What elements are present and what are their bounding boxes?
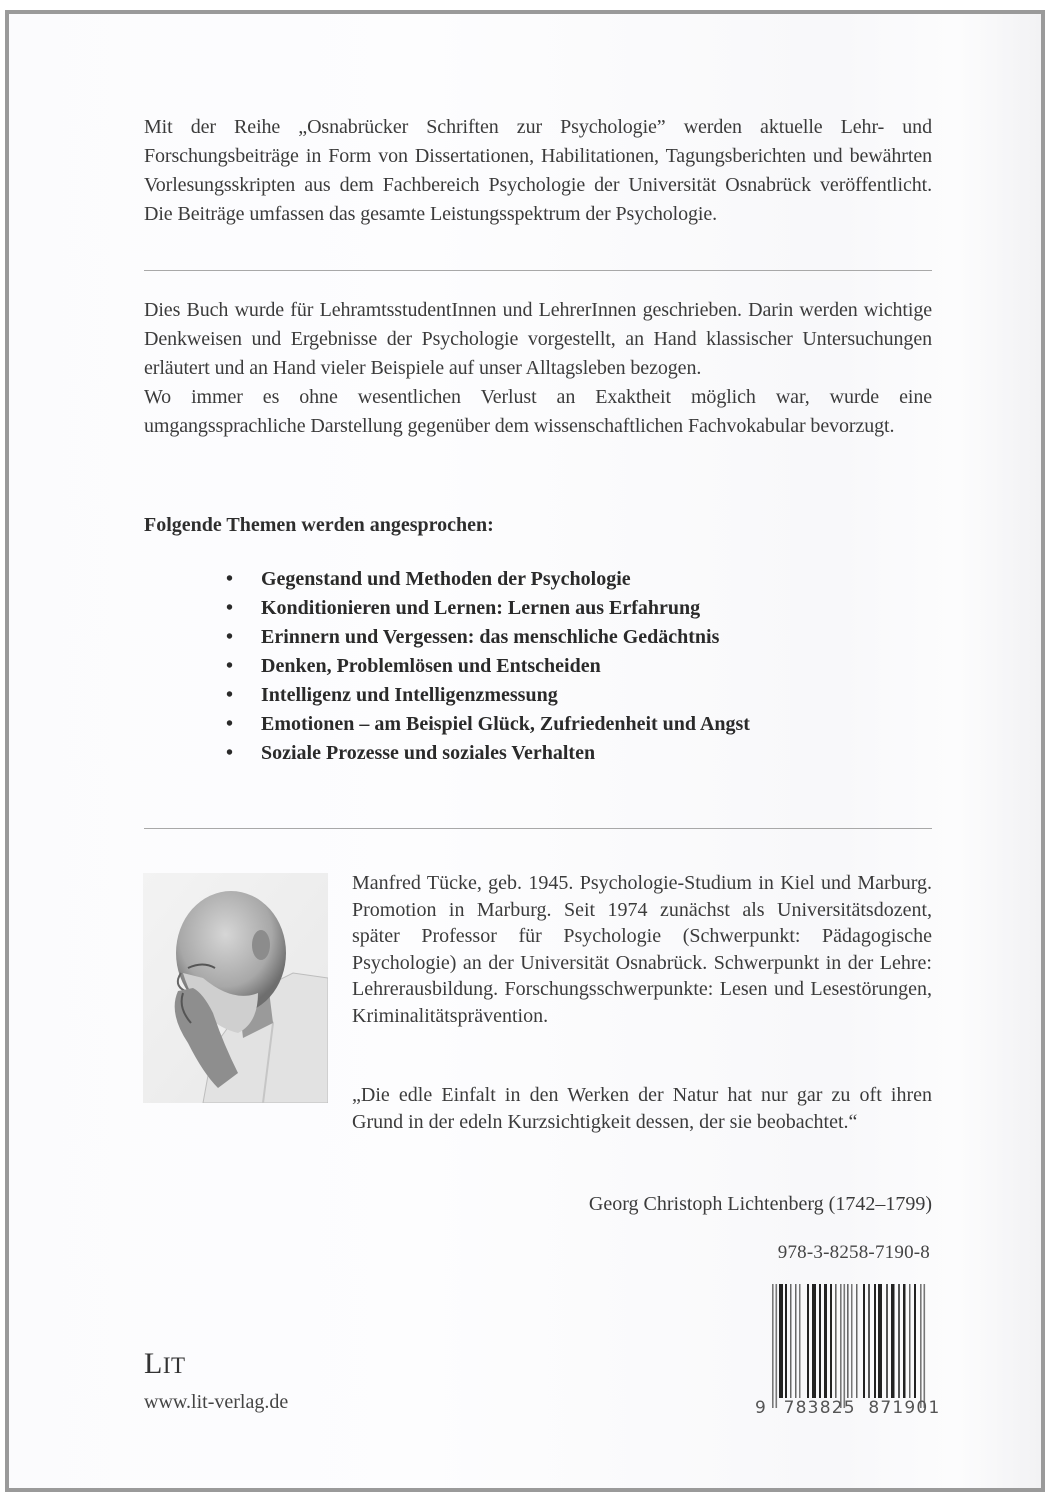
bullet-icon: • bbox=[226, 684, 234, 706]
author-portrait-icon bbox=[143, 873, 328, 1103]
topic-item bbox=[220, 739, 750, 768]
publisher-logo-rest: IT bbox=[162, 1353, 186, 1378]
book-description bbox=[144, 296, 932, 441]
topic-item bbox=[220, 565, 750, 594]
topic-item bbox=[220, 623, 750, 652]
bullet-icon: • bbox=[226, 626, 234, 648]
publisher-url: www.lit-verlag.de bbox=[144, 1391, 289, 1413]
barcode-digits-left: 783825 bbox=[783, 1398, 856, 1418]
separator-top bbox=[144, 270, 932, 271]
topic-item bbox=[220, 681, 750, 710]
topic-label: Denken, Problemlösen und Entscheiden bbox=[261, 655, 601, 677]
topics-heading: Folgende Themen werden angesprochen: bbox=[144, 514, 494, 536]
series-intro-text: Mit der Reihe „Osnabrücker Schriften zur Psychologie” werden aktuelle Lehr- und Forschungsbeiträge in Form von Dissertationen, Habilitationen, Tagungsberichten und bewährten Vorlesungsskripten aus dem Fachbereich Psychologie der Universität Osnabrück veröffentlicht. Die Beiträge umfassen das gesamte Leistungsspektrum der Psychologie. bbox=[144, 116, 932, 225]
topics-list bbox=[220, 565, 750, 768]
topic-label: Intelligenz und Intelligenzmessung bbox=[261, 684, 558, 706]
isbn-label: 978-3-8258-7190-8 bbox=[777, 1242, 930, 1263]
bullet-icon: • bbox=[226, 568, 234, 590]
publisher-logo bbox=[144, 1347, 186, 1381]
separator-bottom bbox=[144, 828, 932, 829]
topic-label: Erinnern und Vergessen: das menschliche Gedächtnis bbox=[261, 626, 720, 648]
bullet-icon: • bbox=[226, 713, 234, 735]
author-photo bbox=[143, 873, 328, 1103]
topic-label: Emotionen – am Beispiel Glück, Zufriedenheit und Angst bbox=[261, 713, 750, 735]
topic-label: Soziale Prozesse und soziales Verhalten bbox=[261, 742, 596, 764]
topic-item bbox=[220, 710, 750, 739]
quote-text: „Die edle Einfalt in den Werken der Natur hat nur gar zu oft ihren Grund in der edeln Kurzsichtigkeit dessen, der sie beobachtet.“ bbox=[352, 1084, 932, 1133]
barcode-digits-right: 871901 bbox=[868, 1398, 941, 1418]
author-bio: Manfred Tücke, geb. 1945. Psychologie-Studium in Kiel und Marburg. Promotion in Marburg. Seit 1974 zunächst als Universitätsdozent, später Professor für Psychologie (Schwerpunkt: Pädagogische Psychologie) an der Universität Osnabrück. Schwerpunkt in der Lehre: Lehrerausbildung. Forschungsschwerpunkte: Lesen und Lesestörungen, Kriminalitätsprävention. bbox=[352, 872, 932, 1027]
barcode-digit-first: 9 bbox=[755, 1398, 768, 1418]
bullet-icon: • bbox=[226, 655, 234, 677]
series-intro-paragraph bbox=[144, 113, 932, 229]
description-paragraph-2: Wo immer es ohne wesentlichen Verlust an Exaktheit möglich war, wurde eine umgangssprachliche Darstellung gegenüber dem wissenschaftlichen Fachvokabular bevorzugt. bbox=[144, 386, 932, 437]
topic-item bbox=[220, 594, 750, 623]
bullet-icon: • bbox=[226, 742, 234, 764]
topic-label: Konditionieren und Lernen: Lernen aus Erfahrung bbox=[261, 597, 701, 619]
barcode-digits bbox=[755, 1398, 941, 1418]
bullet-icon: • bbox=[226, 597, 234, 619]
topic-label: Gegenstand und Methoden der Psychologie bbox=[261, 568, 631, 590]
description-paragraph-1: Dies Buch wurde für LehramtsstudentInnen und LehrerInnen geschrieben. Darin werden wichtige Denkweisen und Ergebnisse der Psychologie vorgestellt, an Hand klassischer Untersuchungen erläutert und an Hand vieler Beispiele auf unser Alltagsleben bezogen. bbox=[144, 299, 932, 379]
topic-item bbox=[220, 652, 750, 681]
quote-attribution: Georg Christoph Lichtenberg (1742–1799) bbox=[588, 1193, 932, 1215]
barcode-icon bbox=[768, 1284, 932, 1408]
publisher-logo-initial: L bbox=[144, 1347, 163, 1380]
